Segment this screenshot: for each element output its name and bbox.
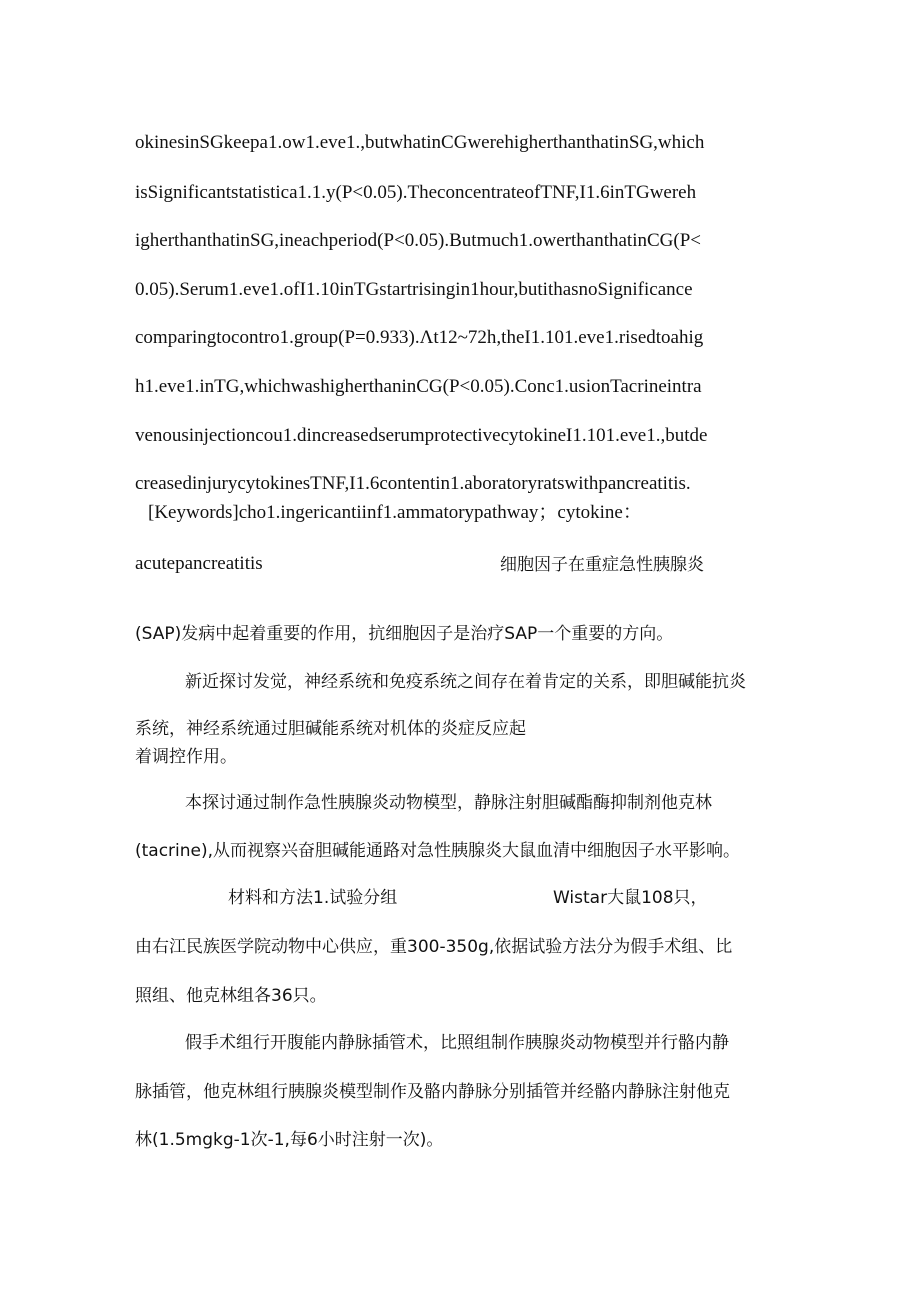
abstract-line: isSignificantstatistica1.1.y(P<0.05).TheconcentrateofTNF,I1.6inTGwereh: [135, 182, 697, 203]
paragraph-line: 着调控作用。: [135, 747, 237, 767]
abstract-line: creasedinjurycytokinesTNF,I1.6contentin1.aboratoryratswithpancreatitis.: [135, 473, 691, 494]
paragraph-line: 由右江民族医学院动物中心供应，重300-350g,依据试验方法分为假手术组、比: [135, 937, 733, 957]
keywords-line: [Keywords]cho1.ingericantiinf1.ammatorypathway；cytokine：: [148, 502, 642, 523]
section-heading: 材料和方法1.试验分组: [228, 888, 398, 908]
paragraph-line: (tacrine),从而视察兴奋胆碱能通路对急性胰腺炎大鼠血清中细胞因子水平影响。: [135, 841, 741, 861]
paragraph-line: 本探讨通过制作急性胰腺炎动物模型，静脉注射胆碱酯酶抑制剂他克林: [185, 793, 712, 813]
keyword-last: acutepancreatitis: [135, 553, 263, 574]
abstract-line: igherthanthatinSG,ineachperiod(P<0.05).Butmuch1.owerthanthatinCG(P<: [135, 230, 701, 251]
abstract-line: 0.05).Serum1.eve1.ofI1.10inTGstartrisingin1hour,butithasnoSignificance: [135, 279, 693, 300]
paragraph-line: 假手术组行开腹能内静脉插管术，比照组制作胰腺炎动物模型并行骼内静: [185, 1033, 729, 1053]
abstract-line: okinesinSGkeepa1.ow1.eve1.,butwhatinCGwerehigherthanthatinSG,which: [135, 132, 705, 153]
paragraph-line: 系统，神经系统通过胆碱能系统对机体的炎症反应起: [135, 719, 526, 739]
intro-line-2: (SAP)发病中起着重要的作用，抗细胞因子是治疗SAP一个重要的方向。: [135, 624, 674, 644]
abstract-line: venousinjectioncou1.dincreasedserumprotectivecytokineI1.101.eve1.,butde: [135, 425, 708, 446]
paragraph-line: 新近探讨发觉，神经系统和免疫系统之间存在着肯定的关系，即胆碱能抗炎: [185, 672, 746, 692]
abstract-line: comparingtocontro1.group(P=0.933).Λt12~72h,theI1.101.eve1.risedtoahig: [135, 327, 704, 348]
paragraph-line: 脉插管，他克林组行胰腺炎模型制作及骼内静脉分别插管并经骼内静脉注射他克: [135, 1082, 730, 1102]
abstract-line: h1.eve1.inTG,whichwashigherthaninCG(P<0.05).Conc1.usionTacrineintra: [135, 376, 702, 397]
paragraph-line: 照组、他克林组各36只。: [135, 986, 327, 1006]
intro-start: 细胞因子在重症急性胰腺炎: [500, 555, 704, 575]
paragraph-line: 林(1.5mgkg-1次-1,每6小时注射一次)。: [135, 1130, 444, 1150]
section-heading-right: Wistar大鼠108只，: [553, 888, 708, 908]
